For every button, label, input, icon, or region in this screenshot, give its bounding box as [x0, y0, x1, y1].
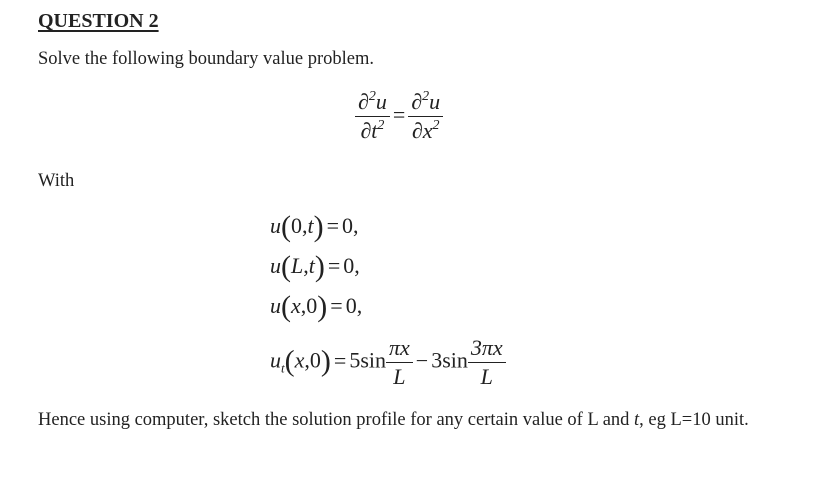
ic-fn: u: [270, 293, 281, 318]
bc2-arg1: L: [291, 253, 304, 278]
iv-frac2-num: 3πx: [468, 334, 506, 363]
iv-fn: u: [270, 347, 281, 373]
lhs-denominator: $\partial t^2$: [360, 118, 385, 143]
iv-minus: −: [415, 347, 429, 373]
iv-frac1-den: L: [393, 364, 406, 389]
iv-arg1: x: [294, 347, 305, 373]
rhs-denominator: $\partial x^2$: [411, 118, 440, 143]
iv-frac1-num: πx: [386, 334, 413, 363]
bc1-value: 0,: [342, 213, 359, 238]
rhs-numerator: ∂$^2$u: [408, 88, 443, 117]
bc1-fn: u: [270, 213, 281, 238]
boundary-condition-1: u(0,t) = 0,: [270, 210, 359, 243]
iv-coef1: 5: [349, 347, 361, 373]
pde-equals: =: [392, 101, 406, 127]
closing-part-1: Hence using computer, sketch the solution profile for any certain value of L and: [38, 410, 635, 430]
pde-equation: [355, 88, 443, 145]
closing-instruction: [38, 406, 798, 434]
iv-frac2-den: L: [480, 364, 493, 389]
intro-text: Solve the following boundary value problem.: [38, 49, 375, 69]
rhs-fraction: [408, 88, 443, 145]
lhs-numerator: ∂$^2$u: [355, 88, 390, 117]
with-label: With: [38, 171, 75, 191]
bc2-fn: u: [270, 253, 281, 278]
bc2-arg2: t: [308, 253, 315, 278]
initial-velocity-condition: $u_t(x,0) = 5\sin$ $\frac{\pi x}{L}$ − 3sin $\frac{3\pi x}{L}$: [270, 334, 506, 391]
ic-arg2: 0: [306, 293, 318, 318]
bc1-arg1: 0: [291, 213, 302, 238]
initial-condition: u(x,0) = 0,: [270, 290, 363, 323]
lhs-fraction: [355, 88, 390, 145]
bc2-value: 0,: [343, 253, 360, 278]
iv-fraction-2: [468, 334, 506, 391]
iv-coef2: 3: [431, 347, 443, 373]
iv-subscript: t: [281, 360, 285, 376]
closing-part-2: , eg L=10 unit.: [639, 410, 749, 430]
ic-arg1: x: [291, 293, 301, 318]
boundary-condition-2: u(L,t) = 0,: [270, 250, 360, 283]
iv-arg2: 0: [309, 347, 321, 373]
bc1-arg2: t: [307, 213, 314, 238]
closing-t-symbol: t: [634, 410, 640, 430]
ic-value: 0,: [345, 293, 363, 318]
iv-fraction-1: [386, 334, 413, 391]
question-heading: QUESTION 2: [38, 10, 159, 32]
